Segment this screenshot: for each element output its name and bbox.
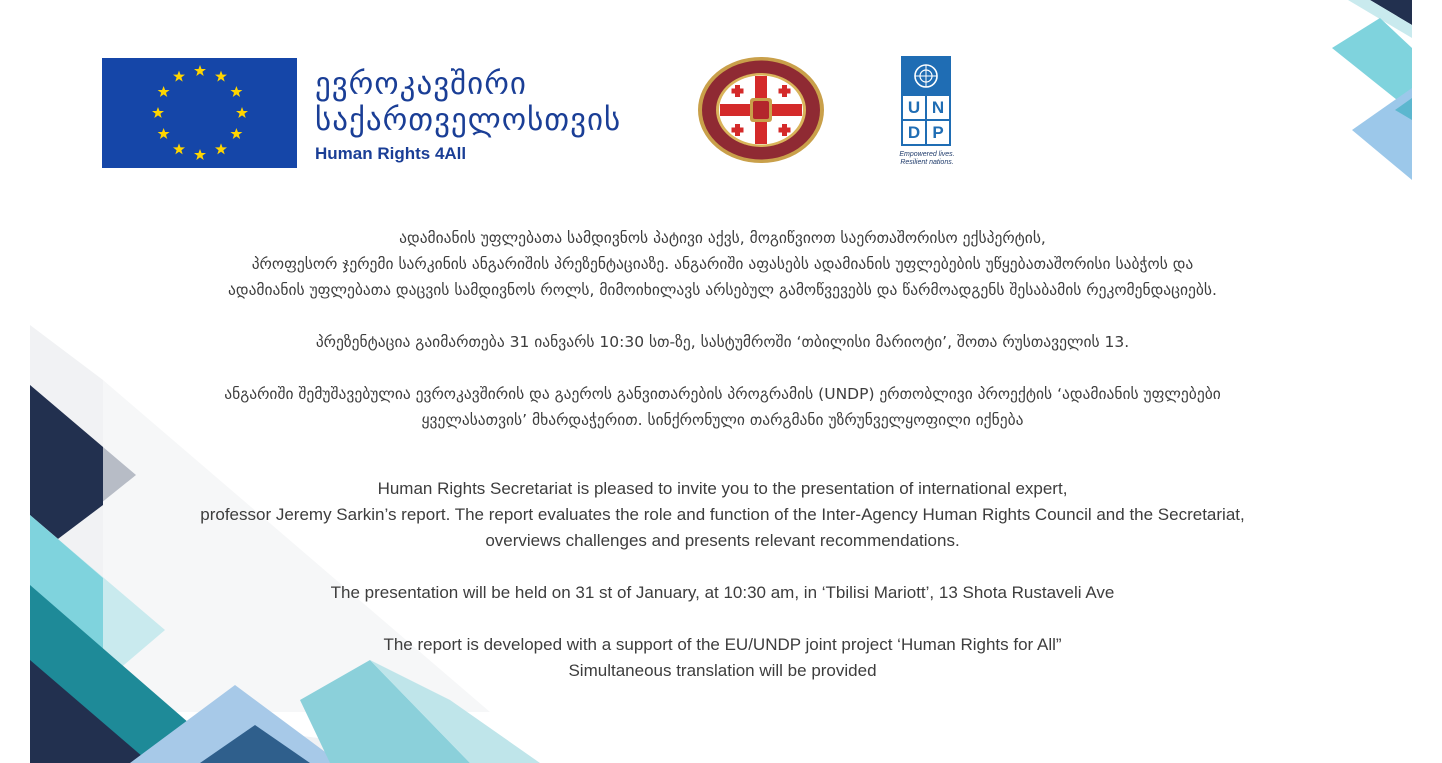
text-line: ყველასათვის’ მხარდაჭერით. სინქრონული თარგმანი უზრუნველყოფილი იქნება xyxy=(421,411,1024,429)
text-line: overviews challenges and presents relevant recommendations. xyxy=(485,531,960,550)
un-emblem-icon xyxy=(903,58,949,94)
georgian-paragraph-3 xyxy=(80,381,1365,433)
text-line: Human Rights Secretariat is pleased to invite you to the presentation of international expert, xyxy=(377,479,1068,498)
eu-subtitle: Human Rights 4All xyxy=(315,144,467,163)
text-line: ანგარიში შემუშავებულია ევროკავშირის და გაეროს განვითარების პროგრამის (UNDP) ერთობლივი პროექტის ‘ადამიანის უფლებები xyxy=(224,385,1221,403)
undp-letter-p: P xyxy=(927,121,949,144)
english-paragraph-2 xyxy=(80,580,1365,606)
undp-letter-u: U xyxy=(903,96,925,119)
eu-title-block xyxy=(315,66,621,164)
undp-tagline-line2: Resilient nations. xyxy=(900,159,954,166)
georgian-paragraph-2 xyxy=(80,329,1365,355)
english-paragraph-1 xyxy=(80,476,1365,554)
eu-flag-icon xyxy=(102,58,297,168)
undp-logo-box xyxy=(901,56,951,146)
text-line: ადამიანის უფლებათა დაცვის სამდივნოს როლს, მიმოიხილავს არსებულ გამოწვევებს და წარმოადგენს შესაბამის რეკომენდაციებს. xyxy=(228,281,1217,299)
eu-title-line1: ევროკავშირი xyxy=(315,66,527,102)
undp-letter-n: N xyxy=(927,96,949,119)
undp-tagline xyxy=(897,151,957,167)
government-seal-icon xyxy=(697,56,825,164)
text-line: professor Jeremy Sarkin’s report. The report evaluates the role and function of the Inter-Agency Human Rights Council and the Secretariat, xyxy=(200,505,1245,524)
undp-tagline-line1: Empowered lives. xyxy=(899,151,955,158)
eu-title-line2: საქართველოსთვის xyxy=(315,102,622,138)
undp-letter-d: D xyxy=(903,121,925,144)
text-line: პრეზენტაცია გაიმართება 31 იანვარს 10:30 სთ-ზე, სასტუმროში ‘თბილისი მარიოტი’, შოთა რუსთაველის 13. xyxy=(315,333,1130,351)
text-line: The presentation will be held on 31 st of January, at 10:30 am, in ‘Tbilisi Mariott’, 13 Shota Rustaveli Ave xyxy=(330,583,1115,602)
undp-logo xyxy=(897,56,957,168)
english-invitation xyxy=(80,476,1365,710)
text-line: The report is developed with a support of the EU/UNDP joint project ‘Human Rights for All” xyxy=(383,635,1062,654)
georgian-invitation xyxy=(80,225,1365,459)
georgian-paragraph-1 xyxy=(80,225,1365,303)
text-line: ადამიანის უფლებათა სამდივნოს პატივი აქვს, მოგიწვიოთ საერთაშორისო ექსპერტის, xyxy=(399,229,1046,247)
text-line: Simultaneous translation will be provided xyxy=(568,661,877,680)
text-line: პროფესორ ჯერემი სარკინის ანგარიშის პრეზენტაციაზე. ანგარიში აფასებს ადამიანის უფლებების უწყებათაშორისი საბჭოს და xyxy=(251,255,1194,273)
english-paragraph-3 xyxy=(80,632,1365,684)
